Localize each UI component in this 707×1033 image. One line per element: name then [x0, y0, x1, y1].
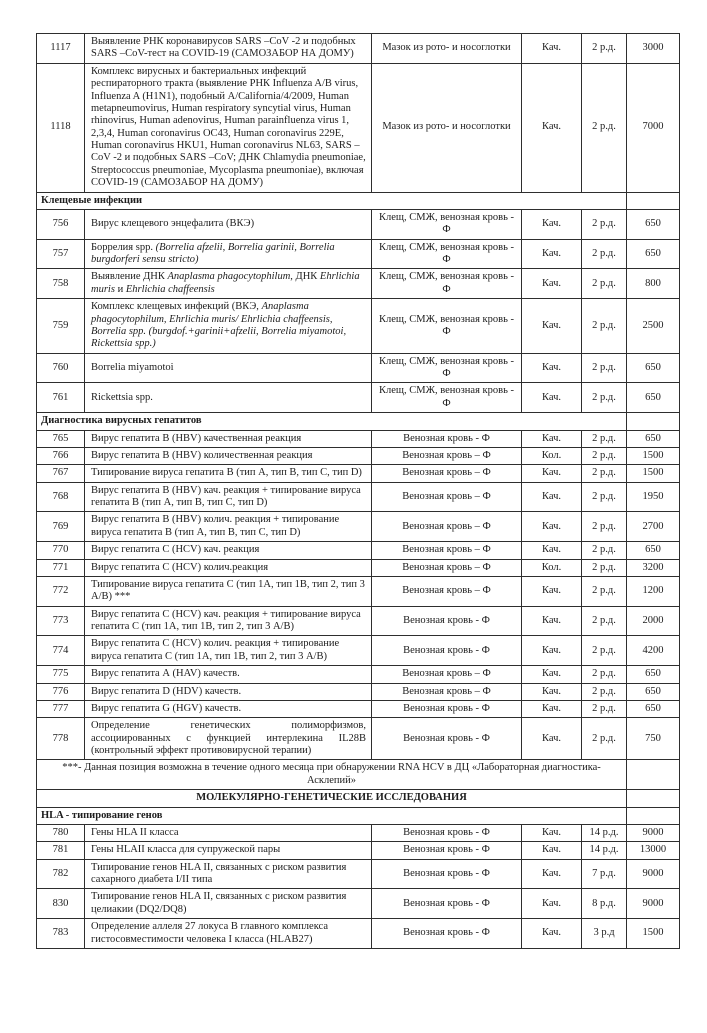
sample-cell: Венозная кровь - Ф [372, 919, 522, 949]
method-cell: Кач. [522, 209, 582, 239]
table-row [37, 683, 680, 700]
desc-segment: Выявление ДНК [91, 271, 168, 283]
term-cell: 2 р.д. [582, 512, 627, 542]
description-cell [85, 383, 372, 413]
desc-segment: Вирус гепатита А (HAV) качеств. [91, 668, 240, 680]
code-cell: 769 [37, 512, 85, 542]
code-cell: 770 [37, 542, 85, 559]
price-cell: 3000 [627, 34, 680, 64]
term-cell: 2 р.д. [582, 576, 627, 606]
price-cell: 9000 [627, 859, 680, 889]
code-cell: 783 [37, 919, 85, 949]
term-cell: 14 р.д. [582, 842, 627, 859]
code-cell: 775 [37, 666, 85, 683]
desc-segment: Вирус гепатита G (HGV) качеств. [91, 702, 242, 714]
method-cell: Кач. [522, 63, 582, 192]
table-row [37, 430, 680, 447]
desc-segment: Ehrlichia muris [91, 271, 360, 295]
table-row [37, 383, 680, 413]
desc-segment: Гены HLA II класса [91, 826, 179, 838]
method-cell: Кач. [522, 430, 582, 447]
desc-segment: Anaplasma phagocytophilum [167, 271, 291, 283]
description-cell [85, 859, 372, 889]
term-cell: 2 р.д. [582, 383, 627, 413]
description-cell [85, 718, 372, 760]
code-cell: 757 [37, 239, 85, 269]
desc-segment: Комплекс клещевых инфекций (ВКЭ, [91, 301, 262, 313]
price-cell: 4200 [627, 636, 680, 666]
price-cell: 1950 [627, 482, 680, 512]
term-cell: 3 р.д [582, 919, 627, 949]
method-cell: Кач. [522, 542, 582, 559]
term-cell: 2 р.д. [582, 542, 627, 559]
sample-cell: Венозная кровь - Ф [372, 700, 522, 717]
code-cell: 766 [37, 447, 85, 464]
table-row [37, 353, 680, 383]
sample-cell: Венозная кровь - Ф [372, 842, 522, 859]
section-header-row [37, 413, 680, 430]
term-cell: 2 р.д. [582, 34, 627, 64]
method-cell: Кач. [522, 683, 582, 700]
sample-cell: Венозная кровь - Ф [372, 889, 522, 919]
table-row [37, 666, 680, 683]
table-row [37, 482, 680, 512]
price-cell-empty [627, 790, 680, 807]
code-cell: 776 [37, 683, 85, 700]
term-cell: 14 р.д. [582, 824, 627, 841]
method-cell: Кач. [522, 636, 582, 666]
desc-segment: Вирус клещевого энцефалита (ВКЭ) [91, 218, 255, 230]
method-cell: Кач. [522, 889, 582, 919]
price-table-body [37, 34, 680, 949]
description-cell [85, 606, 372, 636]
term-cell: 2 р.д. [582, 636, 627, 666]
section-header-row [37, 192, 680, 209]
description-cell [85, 482, 372, 512]
method-cell: Кач. [522, 482, 582, 512]
table-row [37, 859, 680, 889]
term-cell: 2 р.д. [582, 718, 627, 760]
code-cell: 780 [37, 824, 85, 841]
code-cell: 768 [37, 482, 85, 512]
sample-cell: Венозная кровь – Ф [372, 666, 522, 683]
table-row [37, 269, 680, 299]
desc-segment: Типирование генов HLA II, связанных с риском развития целиакии (DQ2/DQ8) [91, 891, 347, 915]
sample-cell: Мазок из рото- и носоглотки [372, 63, 522, 192]
code-cell: 756 [37, 209, 85, 239]
description-cell [85, 465, 372, 482]
price-cell: 3200 [627, 559, 680, 576]
desc-segment: , ДНК [290, 271, 320, 283]
price-cell: 2000 [627, 606, 680, 636]
description-cell [85, 353, 372, 383]
price-cell: 750 [627, 718, 680, 760]
code-cell: 830 [37, 889, 85, 919]
desc-segment: Вирус гепатита В (HBV) количественная реакция [91, 449, 313, 461]
term-cell: 7 р.д. [582, 859, 627, 889]
table-row [37, 919, 680, 949]
sample-cell: Венозная кровь – Ф [372, 512, 522, 542]
table-row [37, 700, 680, 717]
desc-segment: Вирус гепатита С (HCV) кач. реакция [91, 544, 260, 556]
desc-segment: Комплекс вирусных и бактериальных инфекций респираторного тракта (выявление РНК Influenza A/B virus, Influenza A (H1N1), подобный A/California/4/2009, Human metapneumovirus, Human respiratory syncytial virus, Human rhinovirus, Human adenovirus, Human parainfluenza virus 1, 2,3,4, Human coronavirus OC43, Human coronavirus 229E, Human coronavirus HKU1, Human coronavirus NL63, SARS –CoV -2 и подобных SARS –CoV; ДНК Chlamydia pneumoniae, Streptococcus pneumoniae, Mycoplasma pneumoniae), включая COVID-19 (САМОЗАБОР НА ДОМУ) [91, 65, 366, 189]
method-cell: Кач. [522, 824, 582, 841]
sample-cell: Венозная кровь - Ф [372, 718, 522, 760]
code-cell: 767 [37, 465, 85, 482]
desc-segment: и [114, 283, 126, 295]
price-table [36, 33, 680, 949]
description-cell [85, 34, 372, 64]
desc-segment: Вирус гепатита В (HBV) колич. реакция + типирование вируса гепатита В (тип А, тип В, тип С, тип D) [91, 514, 340, 538]
description-cell [85, 666, 372, 683]
description-cell [85, 559, 372, 576]
price-cell-empty [627, 760, 680, 790]
description-cell [85, 683, 372, 700]
code-cell: 760 [37, 353, 85, 383]
price-cell: 650 [627, 239, 680, 269]
table-row [37, 465, 680, 482]
term-cell: 2 р.д. [582, 700, 627, 717]
description-cell [85, 636, 372, 666]
table-row [37, 63, 680, 192]
table-row [37, 576, 680, 606]
method-cell: Кач. [522, 299, 582, 354]
term-cell: 2 р.д. [582, 209, 627, 239]
code-cell: 773 [37, 606, 85, 636]
code-cell: 782 [37, 859, 85, 889]
table-row [37, 542, 680, 559]
term-cell: 2 р.д. [582, 683, 627, 700]
sample-cell: Клещ, СМЖ, венозная кровь - Ф [372, 299, 522, 354]
sample-cell: Венозная кровь - Ф [372, 430, 522, 447]
method-cell: Кач. [522, 353, 582, 383]
code-cell: 1118 [37, 63, 85, 192]
description-cell [85, 63, 372, 192]
desc-segment: Borrelia miyamotoi [91, 361, 174, 373]
method-cell: Кач. [522, 34, 582, 64]
desc-segment: Ehrlichia chaffeensis [125, 283, 215, 295]
term-cell: 2 р.д. [582, 465, 627, 482]
desc-segment: Rickettsia spp. [91, 391, 153, 403]
description-cell [85, 576, 372, 606]
table-row [37, 824, 680, 841]
price-cell: 2700 [627, 512, 680, 542]
table-row [37, 209, 680, 239]
price-cell: 9000 [627, 824, 680, 841]
sample-cell: Венозная кровь – Ф [372, 465, 522, 482]
code-cell: 761 [37, 383, 85, 413]
term-cell: 2 р.д. [582, 606, 627, 636]
price-cell-empty [627, 807, 680, 824]
code-cell: 759 [37, 299, 85, 354]
price-cell: 800 [627, 269, 680, 299]
description-cell [85, 919, 372, 949]
sample-cell: Венозная кровь – Ф [372, 447, 522, 464]
price-cell: 7000 [627, 63, 680, 192]
sample-cell: Венозная кровь - Ф [372, 606, 522, 636]
method-cell: Кач. [522, 919, 582, 949]
description-cell [85, 842, 372, 859]
description-cell [85, 512, 372, 542]
section-header-row [37, 790, 680, 807]
section-title-cell: МОЛЕКУЛЯРНО-ГЕНЕТИЧЕСКИЕ ИССЛЕДОВАНИЯ [37, 790, 627, 807]
desc-segment: (Borrelia afzelii, Borrelia garinii, Borrelia burgdorferi sensu stricto) [91, 241, 335, 265]
sample-cell: Венозная кровь – Ф [372, 576, 522, 606]
price-cell: 1500 [627, 465, 680, 482]
sample-cell: Венозная кровь - Ф [372, 824, 522, 841]
description-cell [85, 824, 372, 841]
term-cell: 2 р.д. [582, 447, 627, 464]
description-cell [85, 447, 372, 464]
description-cell [85, 209, 372, 239]
table-row [37, 842, 680, 859]
table-row [37, 299, 680, 354]
description-cell [85, 700, 372, 717]
note-cell: ***- Данная позиция возможна в течение одного месяца при обнаружении RNA HCV в ДЦ «Лабораторная диагностика-Асклепий» [37, 760, 627, 790]
sample-cell: Венозная кровь – Ф [372, 482, 522, 512]
term-cell: 8 р.д. [582, 889, 627, 919]
sample-cell: Венозная кровь - Ф [372, 859, 522, 889]
description-cell [85, 299, 372, 354]
method-cell: Кач. [522, 718, 582, 760]
table-row [37, 889, 680, 919]
sample-cell: Мазок из рото- и носоглотки [372, 34, 522, 64]
table-row [37, 606, 680, 636]
code-cell: 781 [37, 842, 85, 859]
price-cell: 650 [627, 353, 680, 383]
method-cell: Кол. [522, 447, 582, 464]
desc-segment: Вирус гепатита D (HDV) качеств. [91, 685, 242, 697]
table-row [37, 512, 680, 542]
desc-segment: Определение аллеля 27 локуса В главного комплекса гистосовместимости человека I класса (HLAB27) [91, 921, 328, 945]
description-cell [85, 889, 372, 919]
method-cell: Кач. [522, 666, 582, 683]
sample-cell: Венозная кровь – Ф [372, 542, 522, 559]
section-header-row [37, 807, 680, 824]
price-cell: 2500 [627, 299, 680, 354]
code-cell: 1117 [37, 34, 85, 64]
term-cell: 2 р.д. [582, 482, 627, 512]
term-cell: 2 р.д. [582, 269, 627, 299]
method-cell: Кач. [522, 269, 582, 299]
method-cell: Кол. [522, 559, 582, 576]
desc-segment: Вирус гепатита В (HBV) качественная реакция [91, 432, 302, 444]
description-cell [85, 430, 372, 447]
desc-segment: Определение генетических полиморфизмов, ассоциированных с функцией интерлекина IL28B (контрольный эффект противовирусной терапии) [91, 720, 366, 756]
desc-segment: Выявление РНК коронавирусов SARS –CoV -2 и подобных SARS –CoV-тест на COVID-19 (САМОЗАБОР НА ДОМУ) [91, 36, 356, 60]
sample-cell: Клещ, СМЖ, венозная кровь - Ф [372, 353, 522, 383]
price-cell: 650 [627, 383, 680, 413]
code-cell: 777 [37, 700, 85, 717]
table-row [37, 718, 680, 760]
section-title-cell: Клещевые инфекции [37, 192, 627, 209]
method-cell: Кач. [522, 606, 582, 636]
method-cell: Кач. [522, 700, 582, 717]
section-title-cell: HLA - типирование генов [37, 807, 627, 824]
sample-cell: Венозная кровь – Ф [372, 683, 522, 700]
desc-segment: Боррелия spp. [91, 241, 156, 253]
document-page [0, 33, 707, 949]
table-row [37, 559, 680, 576]
note-row [37, 760, 680, 790]
term-cell: 2 р.д. [582, 666, 627, 683]
price-cell: 650 [627, 683, 680, 700]
code-cell: 778 [37, 718, 85, 760]
desc-segment: Anaplasma phagocytophilum, Ehrlichia muris/ Ehrlichia chaffeensis, Borrelia spp. (burgdof.+garinii+afzelii, Borrelia miyamotoi, Rickettsia spp.) [91, 301, 347, 350]
price-cell: 650 [627, 209, 680, 239]
sample-cell: Клещ, СМЖ, венозная кровь - Ф [372, 239, 522, 269]
term-cell: 2 р.д. [582, 430, 627, 447]
method-cell: Кач. [522, 239, 582, 269]
price-cell: 650 [627, 430, 680, 447]
price-cell: 650 [627, 542, 680, 559]
desc-segment: Гены HLAII класса для супружеской пары [91, 844, 281, 856]
term-cell: 2 р.д. [582, 239, 627, 269]
sample-cell: Клещ, СМЖ, венозная кровь - Ф [372, 209, 522, 239]
desc-segment: Типирование вируса гепатита С (тип 1А, тип 1В, тип 2, тип 3 А/В) *** [91, 578, 365, 603]
code-cell: 772 [37, 576, 85, 606]
code-cell: 765 [37, 430, 85, 447]
code-cell: 771 [37, 559, 85, 576]
description-cell [85, 239, 372, 269]
desc-segment: Вирус гепатита С (HCV) колич.реакция [91, 561, 269, 573]
code-cell: 758 [37, 269, 85, 299]
method-cell: Кач. [522, 512, 582, 542]
table-row [37, 34, 680, 64]
method-cell: Кач. [522, 576, 582, 606]
term-cell: 2 р.д. [582, 559, 627, 576]
description-cell [85, 542, 372, 559]
desc-segment: Типирование генов HLA II, связанных с риском развития сахарного диабета I/II типа [91, 861, 347, 885]
sample-cell: Клещ, СМЖ, венозная кровь - Ф [372, 383, 522, 413]
section-title-cell: Диагностика вирусных гепатитов [37, 413, 627, 430]
price-cell: 1500 [627, 447, 680, 464]
price-cell: 13000 [627, 842, 680, 859]
method-cell: Кач. [522, 859, 582, 889]
price-cell: 650 [627, 666, 680, 683]
price-cell: 1500 [627, 919, 680, 949]
price-cell: 650 [627, 700, 680, 717]
table-row [37, 636, 680, 666]
term-cell: 2 р.д. [582, 299, 627, 354]
method-cell: Кач. [522, 383, 582, 413]
table-row [37, 447, 680, 464]
desc-segment: Вирус гепатита С (HCV) колич. реакция + типирование вируса гепатита С (тип 1А, тип 1В, тип 2, тип 3 А/В) [91, 638, 340, 662]
term-cell: 2 р.д. [582, 353, 627, 383]
table-row [37, 239, 680, 269]
price-cell: 1200 [627, 576, 680, 606]
price-cell-empty [627, 192, 680, 209]
sample-cell: Венозная кровь - Ф [372, 636, 522, 666]
term-cell: 2 р.д. [582, 63, 627, 192]
code-cell: 774 [37, 636, 85, 666]
price-cell: 9000 [627, 889, 680, 919]
desc-segment: Вирус гепатита С (HCV) кач. реакция + типирование вируса гепатита С (тип 1А, тип 1В, тип 2, тип 3 А/В) [91, 608, 361, 632]
desc-segment: Вирус гепатита В (HBV) кач. реакция + типирование вируса гепатита В (тип А, тип В, тип С, тип D) [91, 484, 361, 508]
method-cell: Кач. [522, 465, 582, 482]
description-cell [85, 269, 372, 299]
sample-cell: Венозная кровь – Ф [372, 559, 522, 576]
price-cell-empty [627, 413, 680, 430]
method-cell: Кач. [522, 842, 582, 859]
sample-cell: Клещ, СМЖ, венозная кровь - Ф [372, 269, 522, 299]
desc-segment: Типирование вируса гепатита В (тип А, тип В, тип С, тип D) [91, 467, 362, 479]
